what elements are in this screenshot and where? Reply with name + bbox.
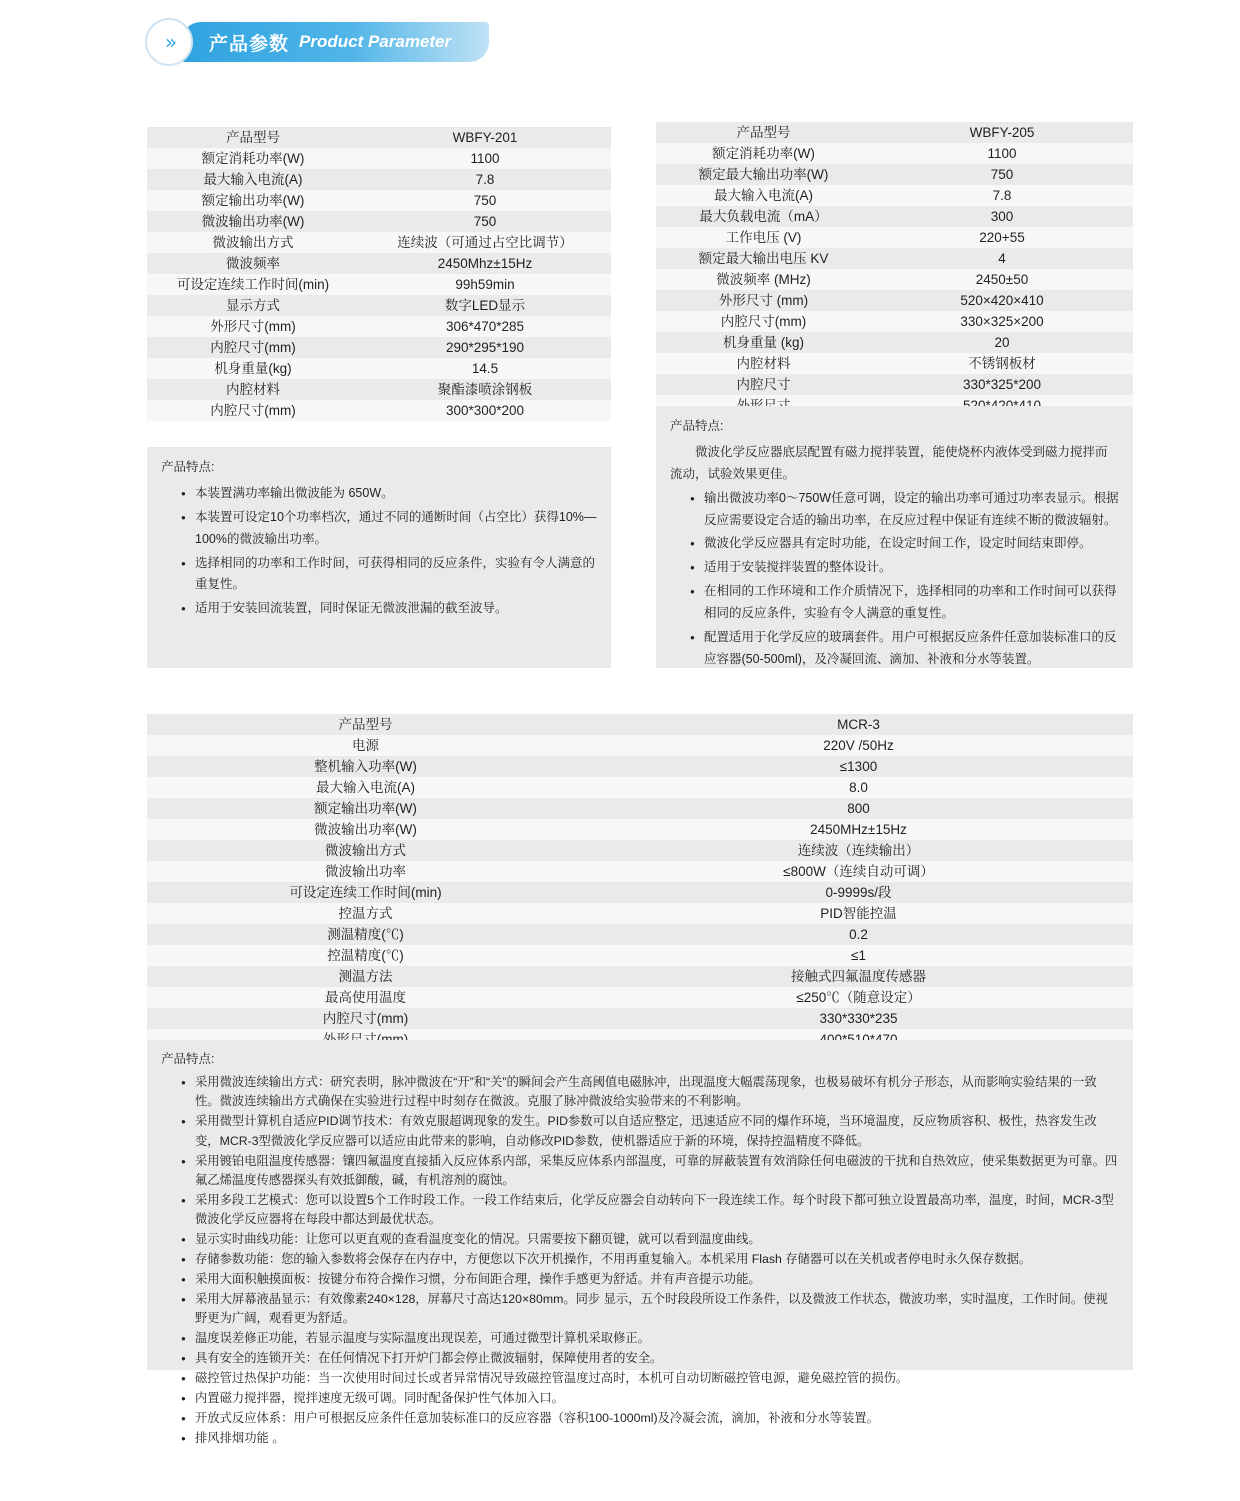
list-item: ● 适用于安装回流装置，同时保证无微波泄漏的截至波导。 [181,598,597,620]
list-item: ● 本装置可设定10个功率档次，通过不同的通断时间（占空比）获得10%—100%的微波输出功率。 [181,507,597,551]
spec-label: 内腔材料 [656,353,871,374]
table-row [656,374,1133,395]
list-item: ● 本装置满功率输出微波能为 650W。 [181,483,597,505]
table-row [656,269,1133,290]
features-title: 产品特点: [161,1052,215,1066]
spec-value: 2450±50 [871,269,1133,290]
table-row [147,756,1133,777]
spec-label: 最大输入电流(A) [147,169,359,190]
table-row [656,353,1133,374]
list-item: ● 具有安全的连锁开关：在任何情况下打开炉门都会停止微波辐射，保障使用者的安全。 [181,1349,1119,1368]
features-box-wbfy-205 [656,406,1133,668]
table-row [147,1008,1133,1029]
spec-label: 测温方法 [147,966,584,987]
spec-label: 最大输入电流(A) [147,777,584,798]
spec-value: ≤800W（连续自动可调） [584,861,1133,882]
spec-label: 额定最大输出电压 KV [656,248,871,269]
table-row [147,903,1133,924]
spec-value: 800 [584,798,1133,819]
spec-label: 产品型号 [656,122,871,143]
spec-value: 750 [359,211,611,232]
features-box-mcr-3 [147,1040,1133,1446]
list-item: ● 配置适用于化学反应的玻璃套件。用户可根据反应条件任意加装标准口的反应容器(50-500ml)，及冷凝回流、滴加、补液和分水等装置。 [690,627,1119,671]
spec-label: 额定最大输出功率(W) [656,164,871,185]
spec-label: 机身重量(kg) [147,358,359,379]
table-row [147,735,1133,756]
spec-label: 最高使用温度 [147,987,584,1008]
list-item: ● 采用多段工艺模式：您可以设置5个工作时段工作。一段工作结束后，化学反应器会自动转向下一段连续工作。每个时段下都可独立设置最高功率，温度，时间，MCR-3型微波化学反应器将在每段中都达到最优状态。 [181,1191,1119,1229]
table-row [147,295,611,316]
spec-label: 可设定连续工作时间(min) [147,274,359,295]
table-row [147,924,1133,945]
spec-label: 内腔尺寸(mm) [656,311,871,332]
chevron-glyph: » [164,30,174,54]
spec-label: 可设定连续工作时间(min) [147,882,584,903]
table-row [147,358,611,379]
table-row [656,290,1133,311]
table-row [147,337,611,358]
spec-value: 14.5 [359,358,611,379]
list-item: ● 微波化学反应器具有定时功能，在设定时间工作，设定时间结束即停。 [690,533,1119,555]
spec-label: 微波频率 (MHz) [656,269,871,290]
spec-label: 产品型号 [147,714,584,735]
list-item: ● 排风排烟功能 。 [181,1429,1119,1448]
table-row [147,127,611,148]
spec-label: 测温精度(℃) [147,924,584,945]
banner-bar [181,22,489,62]
table-row [656,122,1133,143]
features-title: 产品特点: [161,460,215,474]
table-row [656,227,1133,248]
spec-value: 220V /50Hz [584,735,1133,756]
table-row [147,777,1133,798]
spec-label: 机身重量 (kg) [656,332,871,353]
spec-label: 额定输出功率(W) [147,798,584,819]
spec-label: 微波输出功率 [147,861,584,882]
spec-value: 220+55 [871,227,1133,248]
list-item: ● 采用大屏幕液晶显示：有效像素240×128，屏幕尺寸高达120×80mm。同步 显示，五个时段段所设工作条件，以及微波工作状态，微波功率，实时温度，工作时间。使视野更为广阔，观看更为舒适。 [181,1290,1119,1328]
spec-value: 520×420×410 [871,290,1133,311]
spec-value: 2450Mhz±15Hz [359,253,611,274]
spec-value: 20 [871,332,1133,353]
list-item: ● 内置磁力搅拌器，搅拌速度无级可调。同时配备保护性气体加入口。 [181,1389,1119,1408]
spec-value: 330*325*200 [871,374,1133,395]
spec-value: 306*470*285 [359,316,611,337]
spec-table-body [147,127,611,421]
list-item: ● 采用大面积触摸面板：按键分布符合操作习惯，分布间距合理，操作手感更为舒适。并有声音提示功能。 [181,1270,1119,1289]
spec-label: 微波输出功率(W) [147,819,584,840]
spec-label: 外形尺寸 (mm) [656,290,871,311]
banner-title-en: Product Parameter [299,32,452,51]
spec-value: 接触式四氟温度传感器 [584,966,1133,987]
spec-label: 显示方式 [147,295,359,316]
spec-table-body [656,122,1133,416]
table-row [147,379,611,400]
banner-title-cn: 产品参数 [209,33,290,55]
features-list [161,483,597,620]
double-chevron-right-icon [145,18,193,66]
table-row [147,714,1133,735]
features-title: 产品特点: [670,419,724,433]
spec-label: 内腔尺寸(mm) [147,400,359,421]
spec-label: 控温精度(℃) [147,945,584,966]
spec-value: ≤1 [584,945,1133,966]
spec-value: 1100 [871,143,1133,164]
spec-table-mcr-3 [147,714,1133,1050]
spec-value: 7.8 [871,185,1133,206]
spec-label: 额定消耗功率(W) [656,143,871,164]
spec-label: 外形尺寸(mm) [147,316,359,337]
table-row [147,840,1133,861]
table-row [656,206,1133,227]
spec-value: 330*330*235 [584,1008,1133,1029]
table-row [147,316,611,337]
list-item: ● 温度误差修正功能，若显示温度与实际温度出现误差，可通过微型计算机采取修正。 [181,1329,1119,1348]
spec-label: 产品型号 [147,127,359,148]
table-row [147,211,611,232]
spec-value: 7.8 [359,169,611,190]
table-row [147,987,1133,1008]
spec-label: 最大输入电流(A) [656,185,871,206]
spec-value: WBFY-205 [871,122,1133,143]
spec-label: 内腔尺寸 [656,374,871,395]
spec-label: 微波频率 [147,253,359,274]
spec-value: WBFY-201 [359,127,611,148]
table-row [147,882,1133,903]
spec-table-wbfy-201 [147,127,611,421]
table-row [656,248,1133,269]
spec-value: 750 [871,164,1133,185]
spec-label: 电源 [147,735,584,756]
table-row [147,274,611,295]
spec-value: 连续波（连续输出） [584,840,1133,861]
spec-value: 290*295*190 [359,337,611,358]
table-row [147,148,611,169]
spec-value: 数字LED显示 [359,295,611,316]
table-row [147,945,1133,966]
spec-label: 额定消耗功率(W) [147,148,359,169]
spec-value: 300*300*200 [359,400,611,421]
table-row [656,164,1133,185]
spec-value: ≤1300 [584,756,1133,777]
spec-value: 不锈钢板材 [871,353,1133,374]
features-list [670,488,1119,671]
list-item: ● 采用微型计算机自适应PID调节技术：有效克服超调现象的发生。PID参数可以自适应整定，迅速适应不同的爆作环境，当环境温度，反应物质容积、极性，热容发生改变，MCR-3型微波化学反应器可以适应由此带来的影响，自动修改PID参数，使机器适应于新的环境，保持控温精度不降低。 [181,1112,1119,1150]
spec-label: 工作电压 (V) [656,227,871,248]
list-item: ● 选择相同的功率和工作时间，可获得相同的反应条件，实验有令人满意的重复性。 [181,553,597,597]
spec-value: 0.2 [584,924,1133,945]
list-item: ● 在相同的工作环境和工作介质情况下，选择相同的功率和工作时间可以获得相同的反应条件，实验有令人满意的重复性。 [690,581,1119,625]
list-item: ● 采用镀铂电阻温度传感器：镶四氟温度直接插入反应体系内部，采集反应体系内部温度，可靠的屏蔽装置有效消除任何电磁波的干扰和自热效应，使采集数据更为可靠。四氟乙烯温度传感器探头有效抵御酸，碱，有机溶剂的腐蚀。 [181,1152,1119,1190]
spec-label: 微波输出方式 [147,840,584,861]
spec-value: 聚酯漆喷涂钢板 [359,379,611,400]
spec-label: 内腔尺寸(mm) [147,337,359,358]
table-row [147,861,1133,882]
table-row [147,232,611,253]
spec-value: 99h59min [359,274,611,295]
spec-value: 750 [359,190,611,211]
spec-table-wbfy-205 [656,122,1133,416]
table-row [656,311,1133,332]
list-item: ● 采用微波连续输出方式：研究表明，脉冲微波在“开”和“关”的瞬间会产生高阈值电磁脉冲，出现温度大幅震荡现象，也极易破坏有机分子形态，从而影响实验结果的一致性。微波连续输出方式确保在实验进行过程中时刻存在微波。克服了脉冲微波给实验带来的不利影响。 [181,1073,1119,1111]
spec-label: 微波输出方式 [147,232,359,253]
spec-value: 300 [871,206,1133,227]
spec-label: 内腔材料 [147,379,359,400]
table-row [147,169,611,190]
features-box-wbfy-201 [147,447,611,668]
list-item: ● 存储参数功能：您的输入参数将会保存在内存中，方便您以下次开机操作，不用再重复输入。本机采用 Flash 存储器可以在关机或者停电时永久保存数据。 [181,1250,1119,1269]
spec-label: 额定输出功率(W) [147,190,359,211]
table-row [147,253,611,274]
table-row [656,185,1133,206]
spec-table-body [147,714,1133,1050]
spec-label: 整机输入功率(W) [147,756,584,777]
table-row [147,190,611,211]
table-row [147,819,1133,840]
table-row [147,798,1133,819]
spec-value: MCR-3 [584,714,1133,735]
table-row [656,332,1133,353]
spec-value: 1100 [359,148,611,169]
spec-value: 连续波（可通过占空比调节） [359,232,611,253]
spec-value: 2450MHz±15Hz [584,819,1133,840]
spec-value: 4 [871,248,1133,269]
spec-value: 8.0 [584,777,1133,798]
features-lead: 微波化学反应器底层配置有磁力搅拌装置，能使烧杯内液体受到磁力搅拌而流动，试验效果更佳。 [670,444,1108,481]
spec-value: 330×325×200 [871,311,1133,332]
spec-value: 0-9999s/段 [584,882,1133,903]
spec-label: 内腔尺寸(mm) [147,1008,584,1029]
spec-value: ≤250℃（随意设定） [584,987,1133,1008]
table-row [656,143,1133,164]
spec-value: PID智能控温 [584,903,1133,924]
table-row [147,400,611,421]
list-item: ● 显示实时曲线功能：让您可以更直观的查看温度变化的情况。只需要按下翻页键，就可以看到温度曲线。 [181,1230,1119,1249]
spec-label: 控温方式 [147,903,584,924]
list-item: ● 适用于安装搅拌装置的整体设计。 [690,557,1119,579]
spec-label: 最大负载电流（mA） [656,206,871,227]
list-item: ● 磁控管过热保护功能：当一次使用时间过长或者异常情况导致磁控管温度过高时，本机可自动切断磁控管电源，避免磁控管的损伤。 [181,1369,1119,1388]
section-banner [145,18,489,66]
list-item: ● 开放式反应体系：用户可根据反应条件任意加装标准口的反应容器（容积100-1000ml)及冷凝会流，滴加，补液和分水等装置。 [181,1409,1119,1428]
list-item: ● 输出微波功率0～750W任意可调，设定的输出功率可通过功率表显示。根据反应需要设定合适的输出功率，在反应过程中保证有连续不断的微波辐射。 [690,488,1119,532]
table-row [147,966,1133,987]
features-list [161,1073,1119,1448]
spec-label: 微波输出功率(W) [147,211,359,232]
